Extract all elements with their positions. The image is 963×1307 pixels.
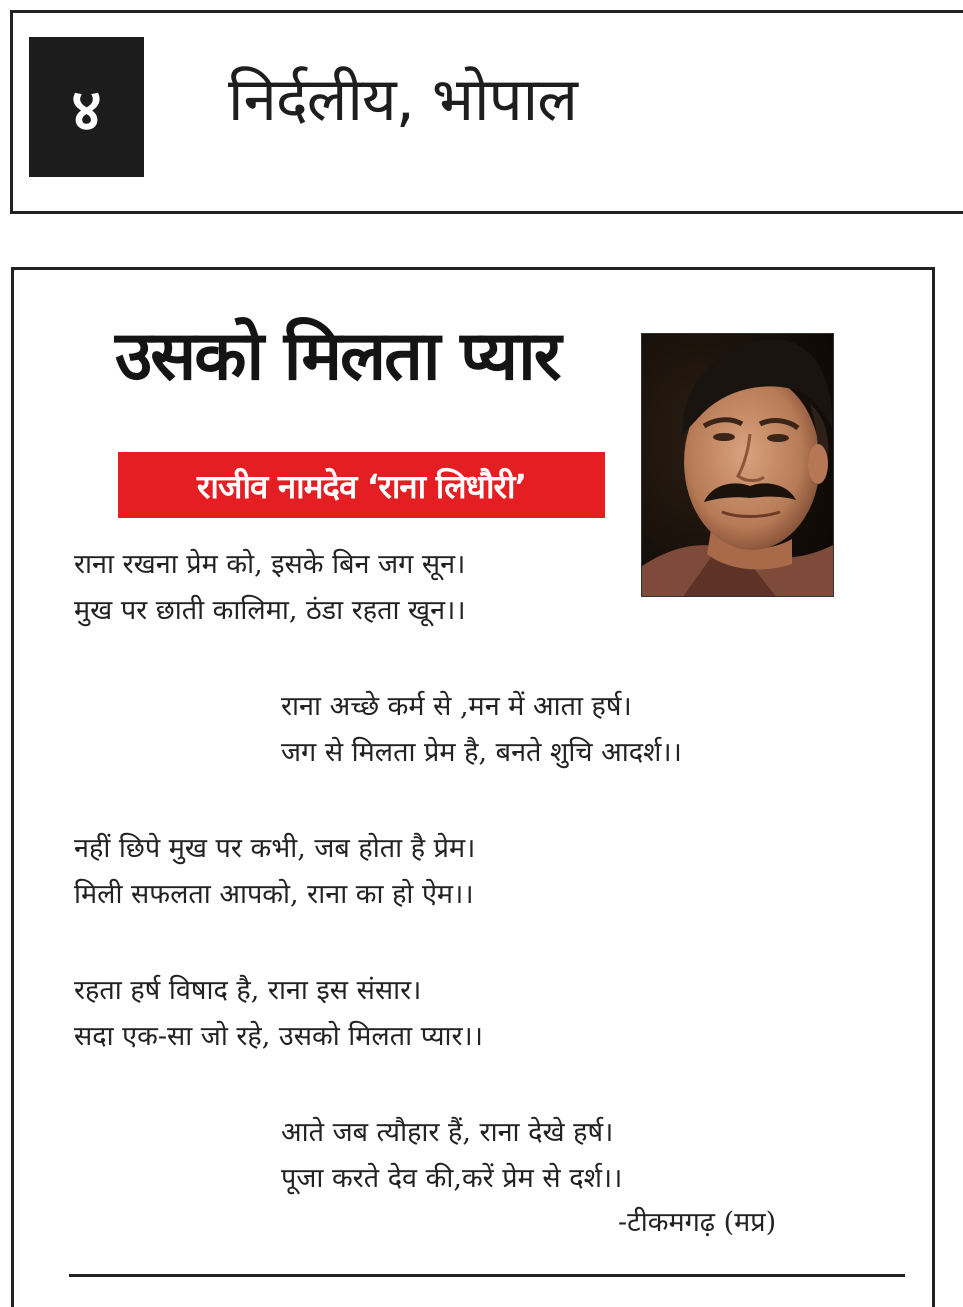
poem-line: राना रखना प्रेम को, इसके बिन जग सून। bbox=[74, 549, 466, 580]
page-number: ४ bbox=[29, 37, 144, 177]
poem-stanza-5 bbox=[281, 1110, 622, 1202]
poem-line: नहीं छिपे मुख पर कभी, जब होता है प्रेम। bbox=[74, 833, 476, 864]
poem-stanza-4 bbox=[74, 968, 483, 1060]
poem-line: राना अच्छे कर्म से ,मन में आता हर्ष। bbox=[281, 691, 632, 722]
divider bbox=[69, 1274, 905, 1277]
poem-line: मुख पर छाती कालिमा, ठंडा रहता खून।। bbox=[74, 595, 466, 626]
poem-line: जग से मिलता प्रेम है, बनते शुचि आदर्श।। bbox=[281, 737, 682, 768]
poem-line: आते जब त्यौहार हैं, राना देखे हर्ष। bbox=[281, 1117, 614, 1148]
author-place: -टीकमगढ़ (मप्र) bbox=[618, 1207, 777, 1238]
author-portrait-image bbox=[642, 334, 834, 597]
author-byline: राजीव नामदेव ‘राना लिधौरी’ bbox=[118, 452, 605, 518]
poem-stanza-2 bbox=[281, 684, 682, 776]
poem-line: रहता हर्ष विषाद है, राना इस संसार। bbox=[74, 975, 422, 1006]
article-title: उसको मिलता प्यार bbox=[115, 317, 560, 396]
newspaper-name: निर्दलीय, भोपाल bbox=[228, 65, 577, 135]
poem-stanza-1 bbox=[74, 542, 466, 634]
author-photo bbox=[641, 333, 834, 597]
poem-stanza-3 bbox=[74, 826, 475, 918]
poem-line: सदा एक-सा जो रहे, उसको मिलता प्यार।। bbox=[74, 1021, 483, 1052]
poem-line: मिली सफलता आपको, राना का हो ऐम।। bbox=[74, 879, 474, 910]
poem-line: पूजा करते देव की,करें प्रेम से दर्श।। bbox=[281, 1163, 623, 1194]
